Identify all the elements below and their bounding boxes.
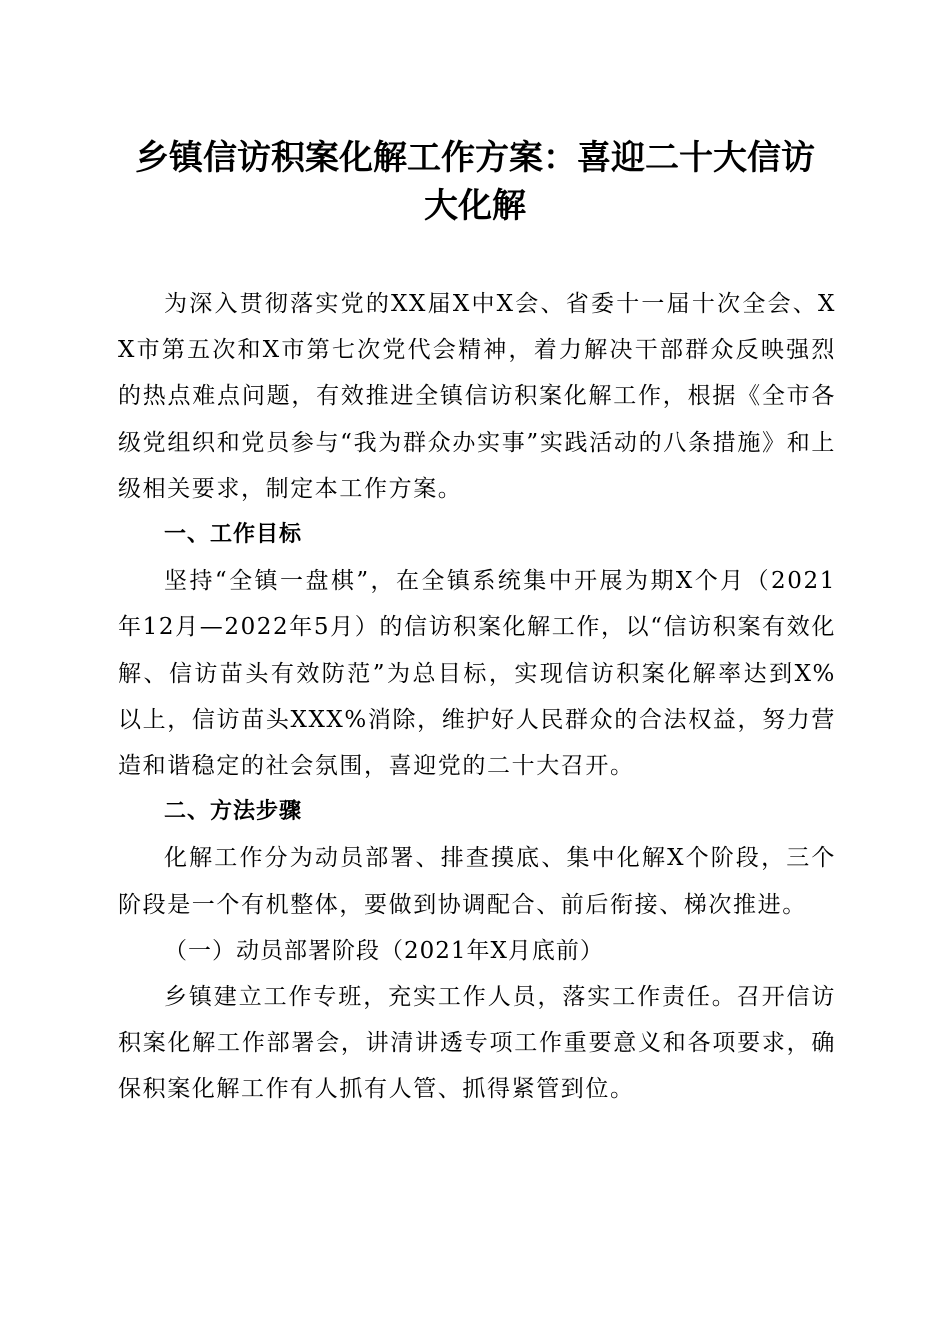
section-2-heading: 二、方法步骤 — [164, 799, 303, 825]
document-title-line-1: 乡镇信访积案化解工作方案：喜迎二十大信访 — [135, 138, 815, 178]
document-body — [118, 281, 836, 1113]
section-1-paragraph: 坚持“全镇一盘棋”，在全镇系统集中开展为期X个月（2021年12月—2022年5月）的信访积案化解工作，以“信访积案有效化解、信访苗头有效防范”为总目标，实现信访积案化解率达到X%以上，信访苗头XXX%消除，维护好人民群众的合法权益，努力营造和谐稳定的社会氛围，喜迎党的二十大召开。 — [118, 568, 836, 780]
section-2-paragraph: 化解工作分为动员部署、排查摸底、集中化解X个阶段，三个阶段是一个有机整体，要做到协调配合、前后衔接、梯次推进。 — [118, 845, 836, 918]
document-title-line-2: 大化解 — [424, 186, 526, 226]
intro-paragraph: 为深入贯彻落实党的XX届X中X会、省委十一届十次全会、XX市第五次和X市第七次党代会精神，着力解决干部群众反映强烈的热点难点问题，有效推进全镇信访积案化解工作，根据《全市各级党组织和党员参与“我为群众办实事”实践活动的八条措施》和上级相关要求，制定本工作方案。 — [118, 291, 836, 502]
section-1-heading: 一、工作目标 — [164, 522, 303, 548]
subsection-1-paragraph: 乡镇建立工作专班，充实工作人员，落实工作责任。召开信访积案化解工作部署会，讲清讲透专项工作重要意义和各项要求，确保积案化解工作有人抓有人管、抓得紧管到位。 — [118, 984, 836, 1103]
subsection-1-heading: （一）动员部署阶段（2021年X月底前） — [164, 937, 604, 964]
